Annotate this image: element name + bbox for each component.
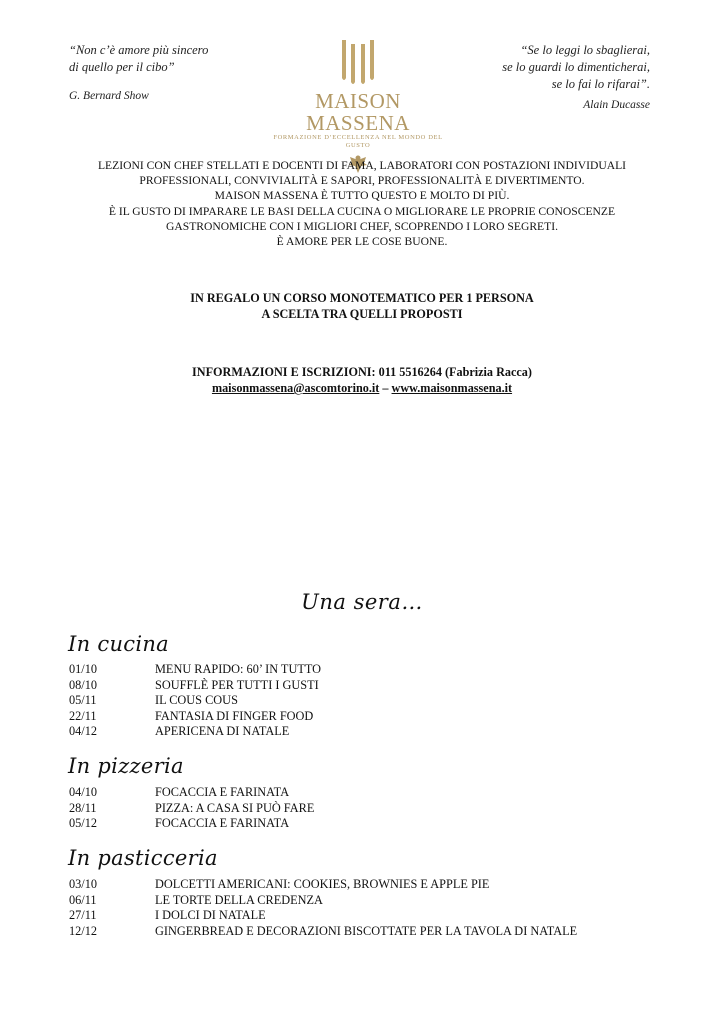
course-date: 12/12 <box>69 923 98 938</box>
list-item <box>69 709 669 725</box>
intro-line: PROFESSIONALI, CONVIVIALITÀ E SAPORI, PROFESSIONALITÀ E DIVERTIMENTO. <box>139 174 585 188</box>
course-date: 03/10 <box>69 877 98 891</box>
gift-notice <box>40 290 684 322</box>
intro-line: LEZIONI CON CHEF STELLATI E DOCENTI DI FAMA, LABORATORI CON POSTAZIONI INDIVIDUALI <box>97 159 627 172</box>
quote-left <box>69 42 208 105</box>
course-title: I DOLCI DI NATALE <box>155 908 266 922</box>
link-separator: – <box>379 381 392 395</box>
course-list-pasticceria <box>69 877 669 939</box>
list-item <box>69 893 669 909</box>
course-date: 08/10 <box>69 677 98 692</box>
course-title: LE TORTE DELLA CREDENZA <box>155 892 323 907</box>
list-item <box>69 693 669 709</box>
section-title-pizzeria: In pizzeria <box>68 754 184 778</box>
gift-line1: IN REGALO UN CORSO MONOTEMATICO PER 1 PERSONA <box>190 291 534 305</box>
course-title: APERICENA DI NATALE <box>155 724 290 738</box>
contact-links <box>40 380 684 396</box>
course-date: 27/11 <box>69 908 97 922</box>
logo-tagline: FORMAZIONE D’ECCELLENZA NEL MONDO DEL GUSTO <box>273 134 443 149</box>
course-list-cucina <box>69 662 669 740</box>
section-title-pasticceria: In pasticceria <box>68 846 218 870</box>
course-date: 28/11 <box>69 800 97 815</box>
course-title: IL COUS COUS <box>155 693 238 707</box>
quote-left-line1: “Non c’è amore più sincero <box>69 43 209 57</box>
website-link[interactable]: www.maisonmassena.it <box>391 381 513 395</box>
gift-line2: A SCELTA TRA QUELLI PROPOSTI <box>261 307 463 321</box>
contact-phone-line: INFORMAZIONI E ISCRIZIONI: 011 5516264 (Fabrizia Racca) <box>192 365 532 379</box>
course-date: 05/12 <box>69 816 98 830</box>
course-title: FOCACCIA E FARINATA <box>155 816 290 830</box>
intro-paragraph <box>40 158 684 249</box>
course-date: 04/12 <box>69 724 98 738</box>
course-date: 05/11 <box>69 693 97 707</box>
quote-right-line3: se lo fai lo rifarai”. <box>551 77 650 91</box>
logo-brand: MAISON MASSENA <box>306 89 410 135</box>
list-item <box>69 924 669 940</box>
list-item <box>69 908 669 924</box>
fork-icon <box>338 38 378 88</box>
list-item <box>69 678 669 694</box>
list-item <box>69 724 669 740</box>
quote-right-author: Alain Ducasse <box>583 99 650 111</box>
course-title: MENU RAPIDO: 60’ IN TUTTO <box>155 662 322 676</box>
course-title: FANTASIA DI FINGER FOOD <box>155 708 314 723</box>
una-sera-heading: Una sera… <box>301 590 423 614</box>
quote-left-author: G. Bernard Show <box>69 90 149 102</box>
intro-line: GASTRONOMICHE CON I MIGLIORI CHEF, SCOPRENDO I LORO SEGRETI. <box>166 219 558 233</box>
email-link[interactable]: maisonmassena@ascomtorino.it <box>211 381 380 395</box>
intro-line: È IL GUSTO DI IMPARARE LE BASI DELLA CUCINA O MIGLIORARE LE PROPRIE CONOSCENZE <box>108 204 616 218</box>
contact-info <box>40 364 684 396</box>
course-title: FOCACCIA E FARINATA <box>155 785 290 799</box>
course-list-pizzeria <box>69 785 669 832</box>
course-title: GINGERBREAD E DECORAZIONI BISCOTTATE PER LA TAVOLA DI NATALE <box>155 923 578 938</box>
course-title: DOLCETTI AMERICANI: COOKIES, BROWNIES E APPLE PIE <box>155 877 490 891</box>
quote-right-line1: “Se lo leggi lo sbaglierai, <box>520 43 650 57</box>
section-title-cucina: In cucina <box>68 632 170 656</box>
quote-right-line2: se lo guardi lo dimenticherai, <box>502 60 650 74</box>
list-item <box>69 877 669 893</box>
list-item <box>69 662 669 678</box>
maison-massena-logo <box>270 38 446 174</box>
course-title: PIZZA: A CASA SI PUÒ FARE <box>155 800 315 815</box>
list-item <box>69 816 669 832</box>
list-item <box>69 785 669 801</box>
list-item <box>69 801 669 817</box>
course-title: SOUFFLÈ PER TUTTI I GUSTI <box>155 677 319 692</box>
course-date: 06/11 <box>69 892 97 907</box>
course-date: 22/11 <box>69 708 97 723</box>
intro-line: MAISON MASSENA È TUTTO QUESTO E MOLTO DI PIÙ. <box>214 189 510 203</box>
intro-line: È AMORE PER LE COSE BUONE. <box>276 235 448 249</box>
course-date: 01/10 <box>69 662 98 676</box>
course-date: 04/10 <box>69 785 98 799</box>
quote-right <box>502 42 650 114</box>
quote-left-line2: di quello per il cibo” <box>69 60 175 74</box>
